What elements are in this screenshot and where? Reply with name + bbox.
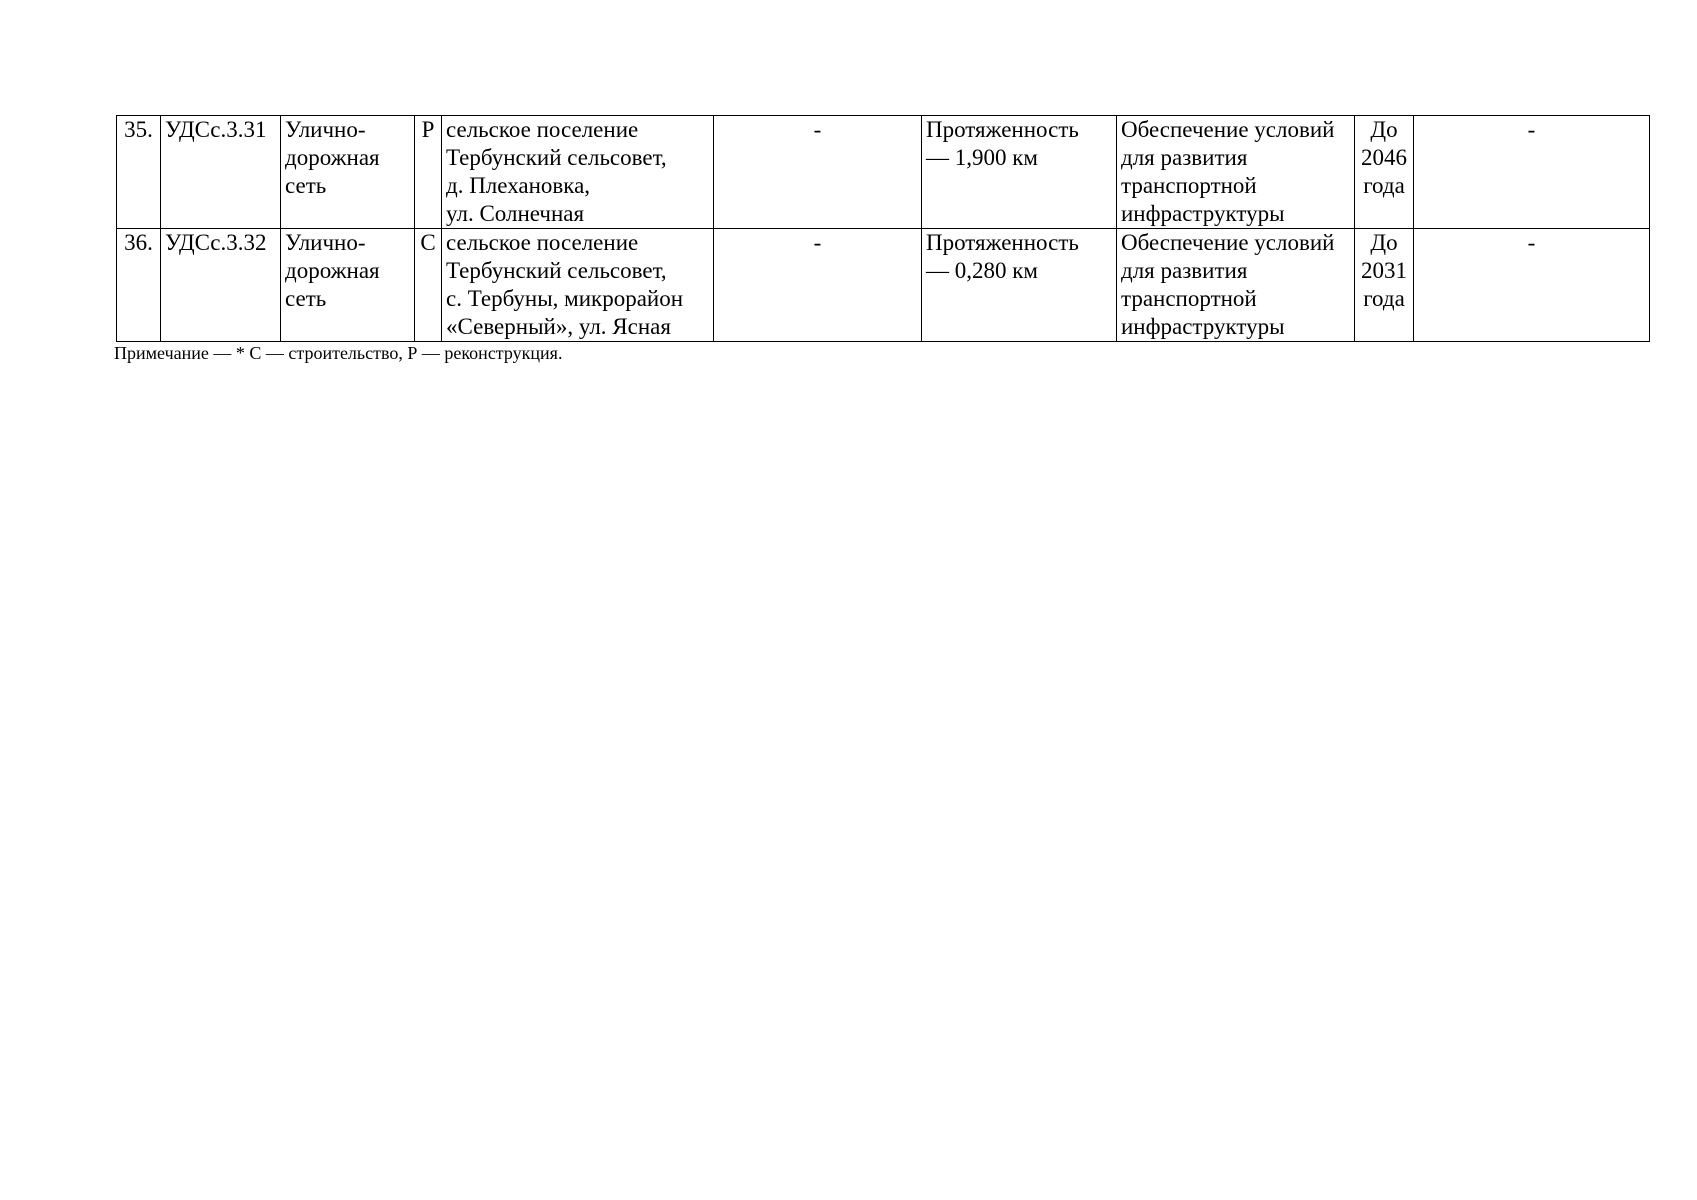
row-number: 35. [117, 116, 161, 229]
column-10-value: - [1414, 229, 1650, 342]
object-code: УДСс.3.32 [161, 229, 281, 342]
column-6-value: - [714, 116, 922, 229]
object-parameters: Протяженность — 0,280 км [922, 229, 1117, 342]
implementation-term: До 2031 года [1355, 229, 1414, 342]
column-6-value: - [714, 229, 922, 342]
object-type: Улично- дорожная сеть [281, 229, 415, 342]
work-kind: Р [415, 116, 442, 229]
object-type: Улично- дорожная сеть [281, 116, 415, 229]
object-code: УДСс.3.31 [161, 116, 281, 229]
implementation-term: До 2046 года [1355, 116, 1414, 229]
table-row [117, 116, 1650, 229]
object-location: сельское поселение Тербунский сельсовет, д. Плехановка, ул. Солнечная [442, 116, 714, 229]
object-purpose: Обеспечение условий для развития транспортной инфраструктуры [1117, 229, 1355, 342]
table-row [117, 229, 1650, 342]
table-footnote: Примечание — * С — строительство, Р — реконструкция. [114, 343, 563, 363]
object-parameters: Протяженность — 1,900 км [922, 116, 1117, 229]
objects-table [116, 115, 1650, 342]
row-number: 36. [117, 229, 161, 342]
object-purpose: Обеспечение условий для развития транспортной инфраструктуры [1117, 116, 1355, 229]
work-kind: С [415, 229, 442, 342]
column-10-value: - [1414, 116, 1650, 229]
object-location: сельское поселение Тербунский сельсовет, с. Тербуны, микрорайон «Северный», ул. Ясная [442, 229, 714, 342]
